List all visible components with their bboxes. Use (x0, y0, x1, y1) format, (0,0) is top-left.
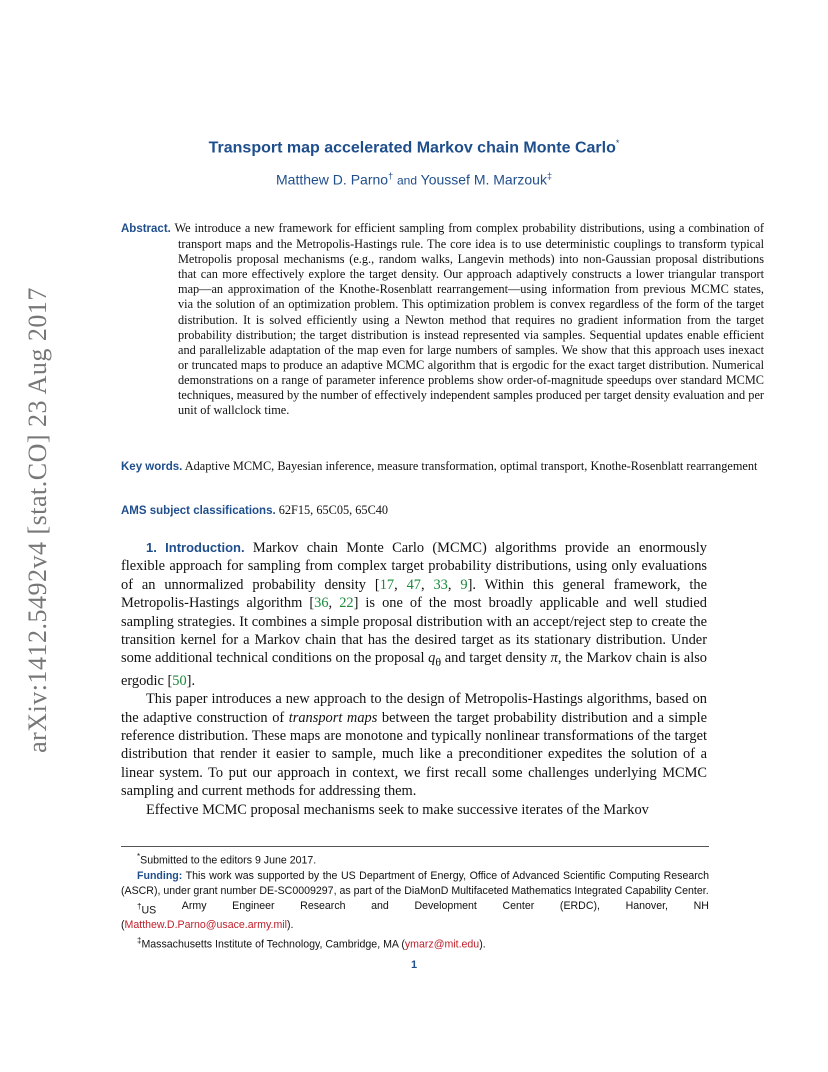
intro-p2-b: between the target probability distribution and a simple reference distribution. These maps are monotone and typically nonlinear transformations of the target distribution that render it easier to sample, much like a preconditioner expedites the solution of a linear system. To put our approach in context, we first recall some challenges underlying MCMC sampling and current methods for addressing them. (121, 709, 707, 800)
intro-paragraph-3: Effective MCMC proposal mechanisms seek to make successive iterates of the Markov (146, 801, 649, 818)
affiliation-word: Army (181, 899, 207, 912)
arxiv-identifier: arXiv:1412.5492v4 [stat.CO] 23 Aug 2017 (23, 287, 52, 753)
citation-link[interactable]: 22 (339, 595, 354, 612)
footnotes (121, 849, 709, 953)
proposal-subscript: θ (435, 655, 442, 670)
arxiv-sidebar-stamp (18, 285, 58, 755)
intro-paragraph-1: 1. Introduction. Markov chain Monte Carlo (MCMC) algorithms provide an enormously flexible approach for sampling from complex target probability distributions, using only evaluations of an unnormalized probability density [17, 47, 33, 9]. Within this general framework, the Metropolis-Hastings algorithm [36, 22] is one of the most broadly applicable and well studied sampling strategies. It combines a simple proposal distribution with an accept/reject step to create the transition kernel for a Markov chain that has the desired target as its stationary distribution. Under some additional technical conditions on the proposal $q_\theta$ and target density π, the Markov chain is also ergodic [50]. (121, 540, 707, 689)
affiliation-word: NH (693, 899, 709, 912)
footnote-affiliation-marzouk (121, 933, 709, 953)
intro-p1-c: ] is one of the most broadly applicable and well studied sampling strategies. It combines a simple proposal distribution with an accept/reject step to create the transition kernel for a Markov chain that has the desired target as its stationary distribution. Under some additional technical conditions on the proposal (121, 595, 707, 667)
affiliation-word: Research (300, 899, 346, 912)
paper-title (0, 138, 828, 157)
author-line (0, 171, 828, 188)
author-marzouk: Youssef M. Marzouk (420, 171, 547, 188)
emphasis-transport-maps: transport maps (288, 709, 378, 726)
affiliation-word (137, 899, 156, 919)
paren-close: ). (479, 938, 486, 951)
citation-link[interactable]: 36 (314, 595, 329, 612)
affiliation-word: and (371, 899, 389, 912)
proposal-symbol: q (428, 650, 436, 667)
introduction-section (121, 539, 707, 819)
citation-link[interactable]: 47 (406, 576, 421, 593)
affiliation-marzouk-text: Massachusetts Institute of Technology, Cambridge, MA ( (141, 938, 405, 951)
author-marzouk-mark: ‡ (546, 171, 552, 181)
funding-text: This work was supported by the US Department of Energy, Office of Advanced Scientific Computing Research (ASCR), under grant number DE-SC0009297, as part of the DiaMonD Multifaceted Mathematics Integrated Capability Center. (121, 869, 709, 897)
ams-classifications (121, 503, 707, 519)
ams-text: 62F15, 65C05, 65C40 (278, 503, 389, 517)
affiliation-word: Hanover, (625, 899, 668, 912)
citation-link[interactable]: 17 (379, 576, 395, 593)
author-parno-mark: † (388, 171, 394, 181)
footnote-mark: † (137, 901, 142, 911)
affiliation-word: (ERDC), (559, 899, 600, 912)
page-number: 1 (410, 959, 418, 971)
citation-link[interactable]: 50 (172, 672, 187, 689)
citation-link[interactable]: 9 (460, 576, 468, 593)
ams-label: AMS subject classifications. (121, 505, 276, 517)
section-heading: 1. Introduction. (146, 540, 245, 555)
email-link-marzouk[interactable]: ymarz@mit.edu (404, 938, 480, 951)
affiliation-word-text: US (141, 904, 157, 917)
title-text: Transport map accelerated Markov chain Monte Carlo (208, 139, 616, 157)
affiliation-word: Engineer (232, 899, 275, 912)
affiliation-word: Development (414, 899, 477, 912)
author-parno: Matthew D. Parno (276, 171, 389, 188)
email-link-parno[interactable]: Matthew.D.Parno@usace.army.mil (124, 919, 287, 932)
footnote-divider (121, 846, 709, 847)
paren-close: ). (287, 919, 294, 932)
title-footnote-mark: * (615, 138, 620, 148)
paren-open: ( (121, 919, 125, 932)
citation-link[interactable]: 33 (433, 576, 448, 593)
footnote-submitted-text: Submitted to the editors 9 June 2017. (140, 854, 317, 867)
intro-p1-d: and target density (441, 650, 551, 667)
intro-paragraph-2 (121, 690, 707, 800)
author-conjunction: and (396, 173, 417, 188)
footnote-parno-email-line (121, 918, 709, 933)
funding-label: Funding: (137, 869, 183, 882)
abstract-label: Abstract. (121, 223, 171, 235)
intro-p1-f: ]. (186, 672, 196, 689)
intro-p2-a: This paper introduces a new approach to the design of Metropolis-Hastings algorithms, based on the adaptive construction of (121, 691, 707, 726)
footnote-mark: * (137, 852, 141, 861)
keywords-label: Key words. (121, 461, 183, 473)
intro-p1-e: , the Markov chain is also ergodic [ (121, 650, 707, 689)
intro-p1-a: Markov chain Monte Carlo (MCMC) algorithms provide an enormously flexible approach for sampling from complex target probability distributions, using only evaluations of an unnormalized probability density [ (121, 540, 707, 593)
abstract-text: We introduce a new framework for efficient sampling from complex probability distributions, using a combination of transport maps and the Metropolis-Hastings rule. The core idea is to use deterministic couplings to transform typical Metropolis proposal mechanisms (e.g., random walks, Langevin methods) into non-Gaussian proposal distributions that can more effectively explore the target density. Our approach adaptively constructs a lower triangular transport map—an approximation of the Knothe-Rosenblatt rearrangement—using information from previous MCMC states, via the solution of an optimization problem. This optimization problem is convex regardless of the form of the target distribution. It is solved efficiently using a Newton method that requires no gradient information from the target probability distribution; the target distribution is instead represented via samples. Sequential updates enable efficient and parallelizable adaptation of the map even for large numbers of samples. We show that this approach uses inexact or truncated maps to produce an adaptive MCMC algorithm that is ergodic for the exact target distribution. Numerical demonstrations on a range of parameter inference problems show order-of-magnitude speedups over standard MCMC techniques, measured by the number of effectively independent samples produced per target density evaluation and per unit of wallclock time. (174, 221, 764, 418)
footnote-mark: ‡ (137, 936, 142, 946)
keywords-text: Adaptive MCMC, Bayesian inference, measure transformation, optimal transport, Knothe-Rosenblatt rearrangement (184, 459, 758, 473)
target-density-symbol: π (550, 650, 558, 667)
footnote-submitted (121, 849, 709, 869)
abstract (121, 221, 764, 418)
intro-p1-b: ]. Within this general framework, the Metropolis-Hastings algorithm [ (121, 576, 707, 612)
footnote-funding (121, 869, 709, 899)
affiliation-word: Center (502, 899, 535, 912)
keywords (121, 459, 775, 475)
footnote-affiliation-parno (121, 899, 709, 919)
